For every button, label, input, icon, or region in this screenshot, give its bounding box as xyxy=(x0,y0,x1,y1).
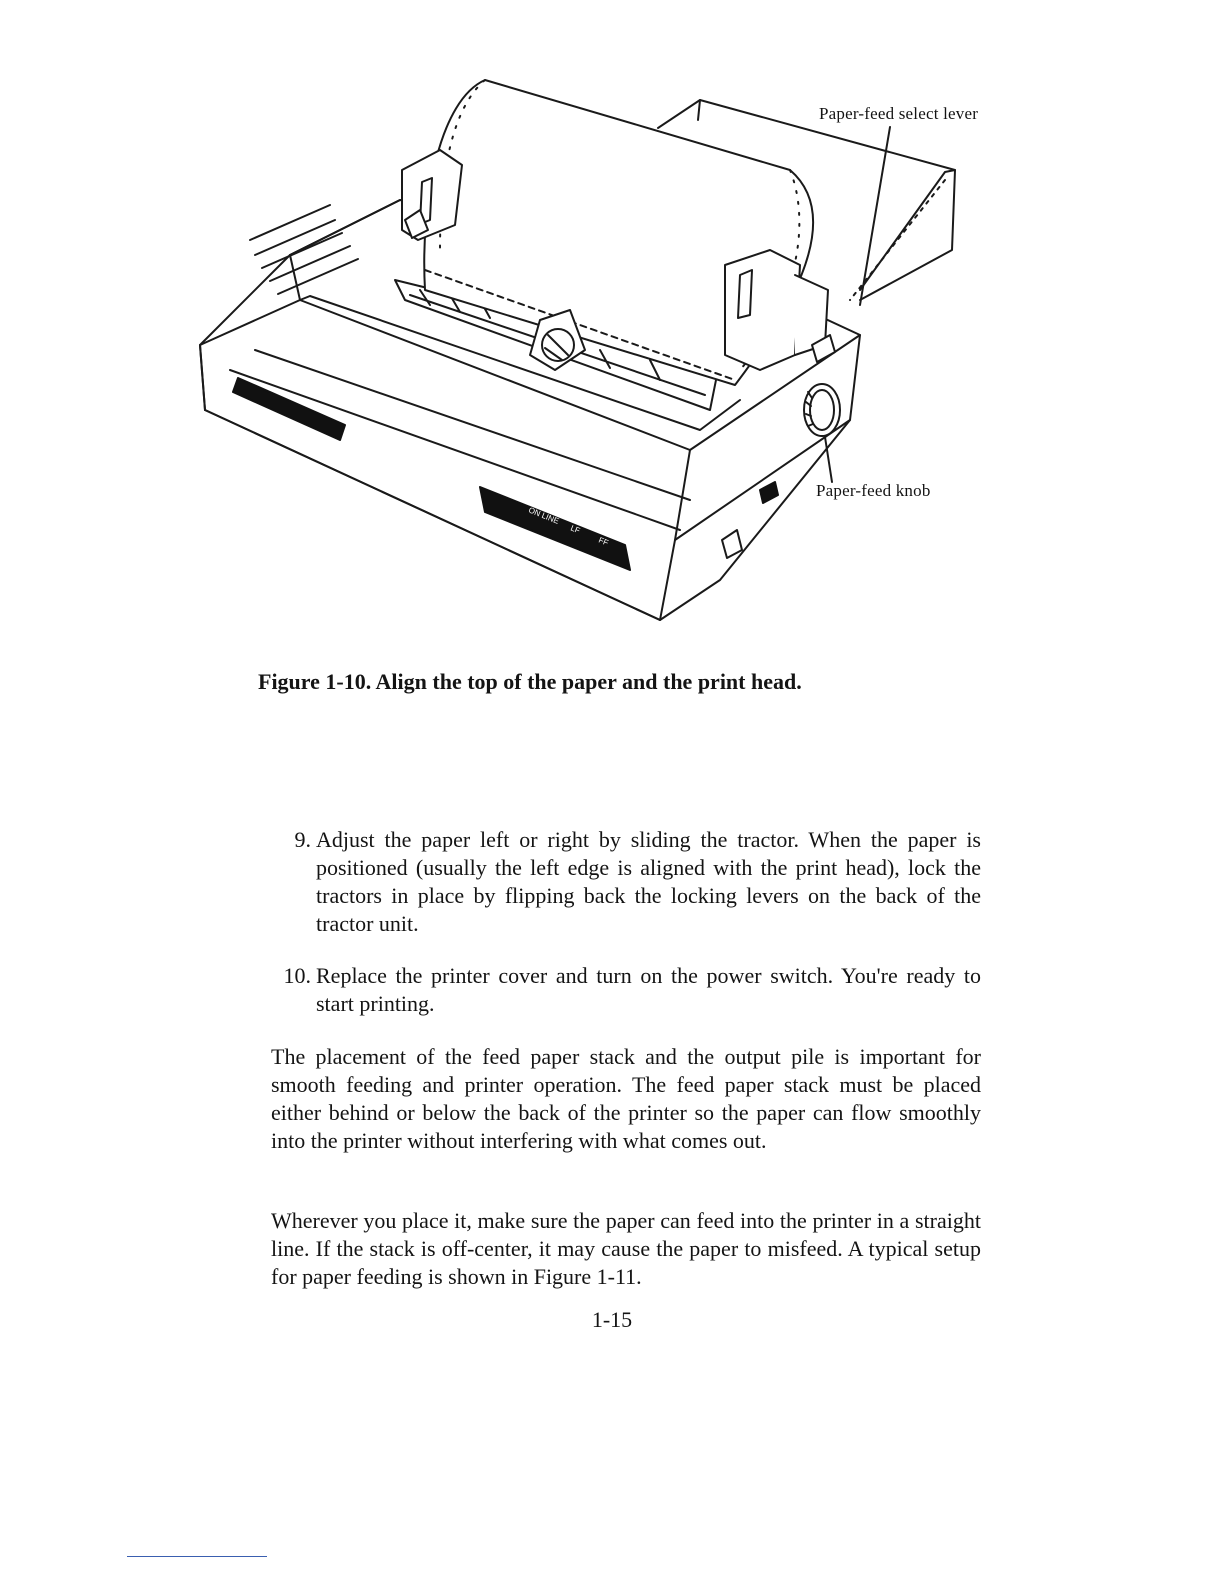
paper-feed-knob xyxy=(804,384,840,436)
panel-label-lf: LF xyxy=(569,523,582,536)
step-number: 10. xyxy=(283,963,311,988)
callout-paper-feed-select-lever: Paper-feed select lever xyxy=(819,104,979,123)
figure-caption: Figure 1-10. Align the top of the paper and the print head. xyxy=(258,669,802,694)
step-text: Adjust the paper left or right by sliding the tractor. When the paper is positioned (usually the left edge is aligned with the print head), lock the tractors in place by flipping back the locking levers on the back of the tractor unit. xyxy=(316,827,981,936)
footer-divider xyxy=(127,1556,267,1557)
callout-paper-feed-knob: Paper-feed knob xyxy=(816,481,931,500)
step-text: Replace the printer cover and turn on the power switch. You're ready to start printing. xyxy=(316,963,981,1016)
page-number: 1-15 xyxy=(591,1307,633,1332)
left-tractor xyxy=(402,150,462,240)
body-paragraph: Wherever you place it, make sure the paper can feed into the printer in a straight line. If the stack is off-center, it may cause the paper to misfeed. A typical setup for paper feeding is shown in Figure 1-11. xyxy=(271,1208,981,1289)
step-number: 9. xyxy=(294,827,311,852)
list-item xyxy=(271,962,981,1018)
panel-label-on-line: ON LINE xyxy=(527,505,561,526)
printer-illustration xyxy=(190,70,1030,630)
panel-label-ff: FF xyxy=(597,535,610,548)
list-item xyxy=(271,826,981,938)
body-paragraph: The placement of the feed paper stack and the output pile is important for smooth feeding and printer operation. The feed paper stack must be placed either behind or below the back of the printer so the paper can flow smoothly into the printer without interfering with what comes out. xyxy=(271,1044,981,1153)
